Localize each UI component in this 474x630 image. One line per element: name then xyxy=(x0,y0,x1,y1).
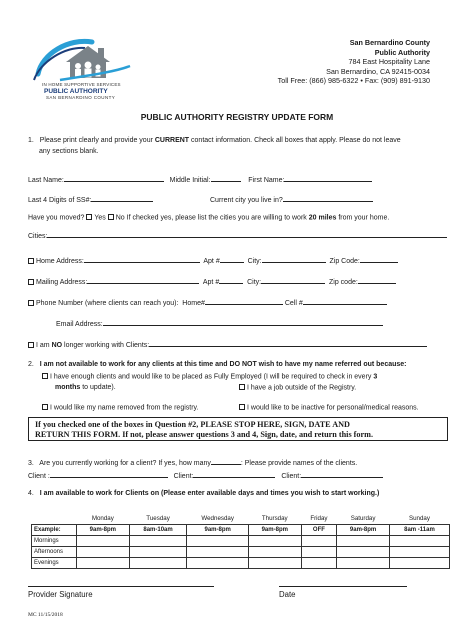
ssn-label: Last 4 Digits of SS#: xyxy=(28,197,92,204)
schedule-cell[interactable] xyxy=(248,557,301,568)
name-row xyxy=(28,174,372,184)
home-address-field[interactable] xyxy=(84,255,200,263)
zip-field-2[interactable] xyxy=(358,276,396,284)
schedule-cell[interactable] xyxy=(187,546,248,557)
fully-employed-checkbox[interactable] xyxy=(42,373,48,379)
moved-instr-b: from your home. xyxy=(336,214,390,222)
q2-number: 2. xyxy=(28,361,34,368)
example-cell: OFF xyxy=(301,524,337,535)
middle-initial-label: Middle Initial: xyxy=(169,177,211,184)
q2-opt1-a: I have enough clients and would like to be placed as Fully Employed (I will be required to check in every xyxy=(50,373,374,381)
city-label-1: City: xyxy=(247,258,262,265)
date-line[interactable] xyxy=(279,586,407,587)
apt-label-2: Apt # xyxy=(202,279,220,286)
moved-row xyxy=(28,214,389,222)
client-field-1[interactable] xyxy=(50,470,168,478)
moved-label: Have you moved? xyxy=(28,214,85,222)
q3-number: 3. xyxy=(28,460,34,467)
example-cell: 9am-8pm xyxy=(248,524,301,535)
table-header-row xyxy=(32,513,450,524)
table-row-afternoons xyxy=(32,546,450,557)
q2-opt1-c: to update). xyxy=(80,384,116,391)
q4-row xyxy=(28,490,379,497)
row-label: Evenings xyxy=(32,557,77,568)
current-city-row xyxy=(210,194,373,204)
schedule-cell[interactable] xyxy=(187,535,248,546)
phone-checkbox[interactable] xyxy=(28,300,34,306)
schedule-cell[interactable] xyxy=(187,557,248,568)
q3-clients-row xyxy=(28,470,383,480)
client-field-3[interactable] xyxy=(301,470,383,478)
mailing-address-row xyxy=(28,276,396,286)
ssn-row xyxy=(28,194,153,204)
schedule-cell[interactable] xyxy=(301,557,337,568)
q2-opt3-label: I would like my name removed from the registry. xyxy=(50,404,199,412)
stop-notice-line-2: RETURN THIS FORM. If not, please answer questions 3 and 4, Sign, date, and return this form. xyxy=(35,430,374,439)
row-label: Example: xyxy=(32,524,77,535)
client-count-field[interactable] xyxy=(211,457,241,465)
example-cell: 9am-8pm xyxy=(187,524,248,535)
remove-name-checkbox[interactable] xyxy=(42,404,48,410)
mailing-address-field[interactable] xyxy=(87,276,199,284)
address-block xyxy=(190,38,430,86)
row-label: Mornings xyxy=(32,535,77,546)
schedule-cell[interactable] xyxy=(129,546,187,557)
schedule-cell[interactable] xyxy=(248,546,301,557)
logo-line-3: SAN BERNARDINO COUNTY xyxy=(46,95,116,100)
moved-no-checkbox[interactable] xyxy=(108,214,114,220)
phone-label: Phone Number (where clients can reach you): xyxy=(36,300,179,307)
table-row-mornings xyxy=(32,535,450,546)
q2-opt2-label: I have a job outside of the Registry. xyxy=(247,384,357,392)
client-label-3: Client: xyxy=(281,473,302,480)
example-cell: 8am -11am xyxy=(389,524,449,535)
form-title: PUBLIC AUTHORITY REGISTRY UPDATE FORM xyxy=(140,112,334,122)
day-header: Monday xyxy=(77,513,130,524)
day-header: Saturday xyxy=(337,513,390,524)
schedule-cell[interactable] xyxy=(301,546,337,557)
day-header: Sunday xyxy=(389,513,449,524)
provider-signature-line[interactable] xyxy=(28,586,214,587)
schedule-cell[interactable] xyxy=(129,557,187,568)
date-label: Date xyxy=(279,590,296,599)
no-longer-checkbox[interactable] xyxy=(28,342,34,348)
email-field[interactable] xyxy=(103,318,383,326)
phone-row xyxy=(28,297,387,307)
org-name-1: San Bernardino County xyxy=(349,38,430,47)
q2-option-4 xyxy=(239,404,419,412)
zip-label-1: Zip Code: xyxy=(329,258,360,265)
home-address-checkbox[interactable] xyxy=(28,258,34,264)
schedule-cell[interactable] xyxy=(389,557,449,568)
moved-instr-bold: 20 miles xyxy=(308,214,337,222)
q2-option-2 xyxy=(239,384,356,392)
moved-no-label: No xyxy=(115,214,125,222)
day-header: Thursday xyxy=(248,513,301,524)
no-longer-bold: NO xyxy=(51,342,63,349)
q2-option-1 xyxy=(42,373,377,381)
email-label: Email Address: xyxy=(56,321,103,328)
street-address: 784 East Hospitality Lane xyxy=(348,57,430,66)
moved-yes-checkbox[interactable] xyxy=(86,214,92,220)
schedule-cell[interactable] xyxy=(337,535,390,546)
q2-heading-row xyxy=(28,361,407,368)
q1-instructions-line2: any sections blank. xyxy=(39,148,99,155)
schedule-cell[interactable] xyxy=(389,546,449,557)
cities-row xyxy=(28,230,447,240)
example-cell: 8am-10am xyxy=(129,524,187,535)
q2-opt1-months: months xyxy=(55,384,81,391)
home-phone-label: Home# xyxy=(182,300,205,307)
logo-line-2: PUBLIC AUTHORITY xyxy=(44,88,108,95)
schedule-cell[interactable] xyxy=(337,557,390,568)
outside-job-checkbox[interactable] xyxy=(239,384,245,390)
q1-number: 1. xyxy=(28,137,34,144)
apt-field-2[interactable] xyxy=(219,276,243,284)
first-name-field[interactable] xyxy=(284,174,372,182)
q1-instructions xyxy=(28,137,401,144)
cities-label: Cities: xyxy=(28,233,48,240)
city-address: San Bernardino, CA 92415-0034 xyxy=(326,66,430,76)
org-name-2: Public Authority xyxy=(374,47,430,57)
email-row xyxy=(56,318,383,328)
cell-phone-label: Cell # xyxy=(284,300,303,307)
client-field-2[interactable] xyxy=(193,470,275,478)
schedule-cell[interactable] xyxy=(248,535,301,546)
schedule-cell[interactable] xyxy=(337,546,390,557)
home-phone-field[interactable] xyxy=(205,297,283,305)
provider-signature-label: Provider Signature xyxy=(28,590,93,599)
first-name-label: First Name: xyxy=(248,177,285,184)
q4-text: I am available to work for Clients on (Please enter available days and times you wish to start working.) xyxy=(39,490,380,497)
current-city-label: Current city you live in? xyxy=(210,197,283,204)
example-cell: 9am-8pm xyxy=(337,524,390,535)
schedule-cell[interactable] xyxy=(129,535,187,546)
q3-text-a: Are you currently working for a client? If yes, how many xyxy=(39,460,211,467)
no-longer-field[interactable] xyxy=(149,339,427,347)
mailing-address-checkbox[interactable] xyxy=(28,279,34,285)
home-address-row xyxy=(28,255,398,265)
no-longer-b: longer working with Clients: xyxy=(62,342,150,349)
client-label-1: Client : xyxy=(28,473,50,480)
schedule-cell[interactable] xyxy=(389,535,449,546)
apt-field-1[interactable] xyxy=(220,255,244,263)
q1-text-bold: CURRENT xyxy=(154,137,190,144)
no-longer-row xyxy=(28,339,427,349)
example-cell: 9am-8pm xyxy=(77,524,130,535)
q3-text-b: : Please provide names of the clients. xyxy=(240,460,358,467)
zip-field-1[interactable] xyxy=(360,255,398,263)
table-row-evenings xyxy=(32,557,450,568)
q2-option-3 xyxy=(42,404,198,412)
city-label-2: City: xyxy=(247,279,262,286)
cities-field[interactable] xyxy=(47,230,447,238)
inactive-checkbox[interactable] xyxy=(239,404,245,410)
moved-yes-label: Yes xyxy=(94,214,106,222)
schedule-cell[interactable] xyxy=(301,535,337,546)
day-header: Tuesday xyxy=(129,513,187,524)
q2-opt1-bold: 3 xyxy=(373,373,378,381)
schedule-cell[interactable] xyxy=(77,546,130,557)
schedule-cell[interactable] xyxy=(77,557,130,568)
table-corner xyxy=(32,513,77,524)
q2-option-1-line2 xyxy=(55,384,116,391)
moved-instr-a: If checked yes, please list the cities you are willing to work xyxy=(124,214,309,222)
home-address-label: Home Address: xyxy=(36,258,84,265)
q3-row xyxy=(28,457,357,467)
stop-notice-box xyxy=(28,417,448,441)
no-longer-a: I am xyxy=(36,342,52,349)
q1-text-a: Please print clearly and provide your xyxy=(39,137,155,144)
q2-heading: I am not available to work for any clients at this time and DO NOT wish to have my name referred out because: xyxy=(39,361,407,368)
last-name-label: Last Name: xyxy=(28,177,64,184)
last-name-field[interactable] xyxy=(64,174,164,182)
row-label: Afternoons xyxy=(32,546,77,557)
current-city-field[interactable] xyxy=(283,194,373,202)
ssn-field[interactable] xyxy=(91,194,153,202)
city-field-1[interactable] xyxy=(262,255,326,263)
cell-phone-field[interactable] xyxy=(303,297,387,305)
day-header: Wednesday xyxy=(187,513,248,524)
schedule-cell[interactable] xyxy=(77,535,130,546)
day-header: Friday xyxy=(301,513,337,524)
availability-table xyxy=(31,513,450,569)
client-label-2: Client: xyxy=(173,473,194,480)
logo-line-1: IN HOME SUPPORTIVE SERVICES xyxy=(42,82,121,87)
q1-text-b: contact information. Check all boxes that apply. Please do not leave xyxy=(189,137,401,144)
form-revision: MC 11/15/2018 xyxy=(28,612,63,618)
stop-notice-line-1: If you checked one of the boxes in Question #2, PLEASE STOP HERE, SIGN, DATE AND xyxy=(35,420,350,429)
table-row-example xyxy=(32,524,450,535)
apt-label-1: Apt # xyxy=(203,258,220,265)
middle-initial-field[interactable] xyxy=(211,174,241,182)
q4-number: 4. xyxy=(28,490,34,497)
city-field-2[interactable] xyxy=(261,276,325,284)
phone-fax: Toll Free: (866) 985-6322 • Fax: (909) 891-9130 xyxy=(277,76,430,85)
mailing-address-label: Mailing Address: xyxy=(36,279,88,286)
zip-label-2: Zip code: xyxy=(329,279,358,286)
q2-opt4-label: I would like to be inactive for personal/medical reasons. xyxy=(247,404,419,412)
